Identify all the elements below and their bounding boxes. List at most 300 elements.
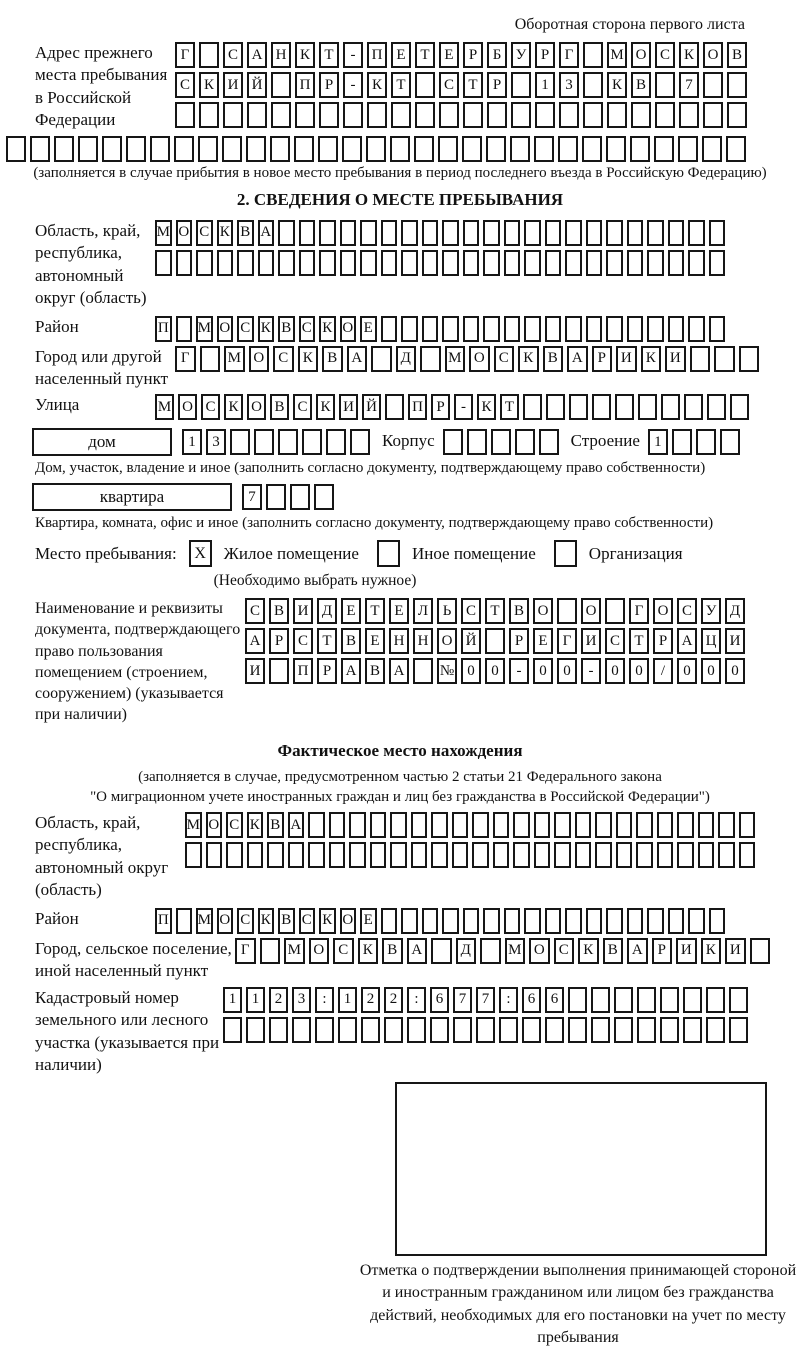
char-box: А: [567, 346, 588, 372]
char-box: [463, 102, 483, 128]
char-box: [683, 1017, 702, 1043]
char-box: [523, 394, 542, 420]
char-box: [637, 987, 656, 1013]
char-box: [247, 102, 267, 128]
actual-city-row: [235, 938, 770, 964]
char-box: В: [727, 42, 747, 68]
prev-address-row-2: [175, 72, 747, 98]
char-box: П: [408, 394, 427, 420]
char-box: С: [439, 72, 459, 98]
char-box: [534, 812, 551, 838]
char-box: [688, 220, 705, 246]
char-box: О: [309, 938, 330, 964]
char-box: [690, 346, 711, 372]
char-box: М: [185, 812, 202, 838]
option-residential-label: Жилое помещение: [223, 543, 359, 563]
char-box: [453, 1017, 472, 1043]
document-row-2: [245, 628, 745, 654]
char-box: [308, 842, 325, 868]
char-box: В: [278, 316, 295, 342]
char-box: [295, 102, 315, 128]
char-box: 0: [557, 658, 577, 684]
char-box: [545, 220, 562, 246]
char-box: С: [175, 72, 195, 98]
region-row-2: [155, 250, 725, 276]
char-box: [366, 136, 386, 162]
char-box: [292, 1017, 311, 1043]
char-box: [174, 136, 194, 162]
char-box: [467, 429, 487, 455]
char-box: [535, 102, 555, 128]
char-box: И: [725, 628, 745, 654]
char-box: [565, 316, 582, 342]
char-box: [545, 908, 562, 934]
char-box: [545, 316, 562, 342]
char-box: Д: [456, 938, 477, 964]
char-box: С: [226, 812, 243, 838]
char-box: [638, 394, 657, 420]
char-box: Й: [247, 72, 267, 98]
char-box: О: [340, 908, 357, 934]
char-box: П: [293, 658, 313, 684]
char-box: [391, 102, 411, 128]
actual-location-title: Фактическое место нахождения: [277, 741, 523, 761]
char-box: [545, 1017, 564, 1043]
char-box: [546, 394, 565, 420]
char-box: [288, 842, 305, 868]
char-box: [534, 136, 554, 162]
house-block: [0, 428, 800, 456]
char-box: [606, 316, 623, 342]
char-box: [709, 908, 726, 934]
char-box: [278, 220, 295, 246]
district-label: Район: [35, 316, 79, 336]
prev-address-row-1: [175, 42, 747, 68]
char-box: [200, 346, 221, 372]
char-box: [595, 812, 612, 838]
char-box: [370, 812, 387, 838]
char-box: [558, 136, 578, 162]
char-box: С: [677, 598, 697, 624]
char-box: [707, 394, 726, 420]
char-box: 0: [533, 658, 553, 684]
char-box: [476, 1017, 495, 1043]
char-box: [727, 72, 747, 98]
char-box: [631, 102, 651, 128]
char-box: [271, 72, 291, 98]
char-box: С: [237, 316, 254, 342]
actual-city-label: Город, сельское поселение, иной населенный пункт: [35, 938, 232, 981]
char-box: [709, 316, 726, 342]
char-box: Р: [652, 938, 673, 964]
char-box: [442, 250, 459, 276]
char-box: [269, 658, 289, 684]
char-box: [568, 1017, 587, 1043]
char-box: [438, 136, 458, 162]
char-box: [126, 136, 146, 162]
char-box: [269, 1017, 288, 1043]
char-box: [668, 220, 685, 246]
apartment-number-row: [242, 484, 334, 510]
char-box: [545, 250, 562, 276]
char-box: К: [518, 346, 539, 372]
char-box: [706, 987, 725, 1013]
char-box: [657, 812, 674, 838]
char-box: [703, 72, 723, 98]
char-box: С: [333, 938, 354, 964]
char-box: С: [494, 346, 515, 372]
prev-address-label: Адрес прежнего места пребывания в Российской Федерации: [35, 43, 168, 130]
char-box: [439, 102, 459, 128]
char-box: [199, 42, 219, 68]
char-box: О: [437, 628, 457, 654]
char-box: [606, 136, 626, 162]
char-box: [739, 346, 760, 372]
char-box: П: [295, 72, 315, 98]
char-box: Р: [487, 72, 507, 98]
char-box: [319, 220, 336, 246]
char-box: 6: [430, 987, 449, 1013]
char-box: [683, 987, 702, 1013]
char-box: [315, 1017, 334, 1043]
char-box: [586, 316, 603, 342]
char-box: [246, 1017, 265, 1043]
char-box: [491, 429, 511, 455]
char-box: [657, 842, 674, 868]
prev-address-row-4: [0, 136, 800, 162]
char-box: В: [267, 812, 284, 838]
char-box: М: [155, 394, 174, 420]
char-box: [343, 102, 363, 128]
char-box: [442, 220, 459, 246]
char-box: [294, 136, 314, 162]
char-box: [206, 842, 223, 868]
char-box: 0: [629, 658, 649, 684]
char-box: А: [347, 346, 368, 372]
char-box: [443, 429, 463, 455]
char-box: [175, 102, 195, 128]
char-box: К: [477, 394, 496, 420]
char-box: [605, 598, 625, 624]
char-box: [308, 812, 325, 838]
char-box: :: [499, 987, 518, 1013]
char-box: В: [631, 72, 651, 98]
prev-address-caption: (заполняется в случае прибытия в новое место пребывания в период последнего въезда в Российскую Федерацию): [33, 164, 767, 181]
char-box: [709, 220, 726, 246]
char-box: Г: [235, 938, 256, 964]
char-box: -: [343, 42, 363, 68]
char-box: Н: [389, 628, 409, 654]
char-box: -: [509, 658, 529, 684]
apartment-type-box: квартира: [32, 483, 232, 511]
char-box: [592, 394, 611, 420]
place-type-note: (Необходимо выбрать нужное): [213, 572, 417, 590]
char-box: Н: [271, 42, 291, 68]
char-box: [254, 429, 274, 455]
char-box: [176, 250, 193, 276]
char-box: [260, 938, 281, 964]
char-box: С: [245, 598, 265, 624]
char-box: Р: [509, 628, 529, 654]
char-box: [510, 136, 530, 162]
street-row: [155, 394, 749, 420]
char-box: 3: [292, 987, 311, 1013]
char-box: [384, 1017, 403, 1043]
char-box: С: [223, 42, 243, 68]
char-box: [720, 429, 740, 455]
char-box: И: [245, 658, 265, 684]
char-box: [586, 220, 603, 246]
city-row: [175, 346, 759, 372]
char-box: Е: [439, 42, 459, 68]
char-box: К: [295, 42, 315, 68]
char-box: [271, 102, 291, 128]
char-box: [54, 136, 74, 162]
char-box: С: [554, 938, 575, 964]
char-box: [329, 842, 346, 868]
checkbox-other-premises: [377, 540, 400, 567]
char-box: И: [665, 346, 686, 372]
char-box: [504, 316, 521, 342]
char-box: [390, 136, 410, 162]
char-box: [349, 842, 366, 868]
cadastre-row-1: [223, 987, 748, 1013]
char-box: [30, 136, 50, 162]
region-row-1: [155, 220, 725, 246]
char-box: [539, 429, 559, 455]
char-box: 1: [223, 987, 242, 1013]
char-box: [385, 394, 404, 420]
char-box: [534, 842, 551, 868]
char-box: 0: [677, 658, 697, 684]
char-box: [684, 394, 703, 420]
char-box: [668, 316, 685, 342]
char-box: [636, 812, 653, 838]
char-box: [371, 346, 392, 372]
char-box: [647, 250, 664, 276]
char-box: [655, 72, 675, 98]
street-label: Улица: [35, 395, 80, 415]
prev-address-row-3: [175, 102, 747, 128]
char-box: [278, 250, 295, 276]
char-box: [522, 1017, 541, 1043]
char-box: [247, 842, 264, 868]
char-box: [319, 102, 339, 128]
char-box: [702, 136, 722, 162]
char-box: [595, 842, 612, 868]
char-box: Р: [463, 42, 483, 68]
actual-district-block: [0, 908, 800, 934]
char-box: В: [543, 346, 564, 372]
char-box: Д: [725, 598, 745, 624]
char-box: Г: [559, 42, 579, 68]
char-box: С: [461, 598, 481, 624]
char-box: [407, 1017, 426, 1043]
char-box: [414, 136, 434, 162]
char-box: [155, 250, 172, 276]
char-box: [230, 429, 250, 455]
char-box: [511, 72, 531, 98]
char-box: [668, 908, 685, 934]
char-box: [176, 316, 193, 342]
char-box: У: [701, 598, 721, 624]
char-box: [463, 250, 480, 276]
char-box: [586, 908, 603, 934]
char-box: А: [677, 628, 697, 654]
char-box: [217, 250, 234, 276]
char-box: 1: [182, 429, 202, 455]
char-box: В: [269, 598, 289, 624]
char-box: [706, 1017, 725, 1043]
char-box: О: [340, 316, 357, 342]
stroenie-row: [648, 429, 740, 455]
char-box: [360, 250, 377, 276]
char-box: [422, 250, 439, 276]
char-box: [739, 842, 756, 868]
char-box: №: [437, 658, 457, 684]
char-box: [237, 250, 254, 276]
char-box: [647, 908, 664, 934]
char-box: М: [196, 316, 213, 342]
char-box: [360, 220, 377, 246]
char-box: -: [581, 658, 601, 684]
char-box: В: [270, 394, 289, 420]
char-box: [267, 842, 284, 868]
char-box: К: [578, 938, 599, 964]
house-caption: Дом, участок, владение и иное (заполнить согласно документу, подтверждающему право собственности): [35, 460, 706, 477]
apartment-block: [0, 483, 800, 511]
char-box: О: [217, 316, 234, 342]
char-box: [515, 429, 535, 455]
char-box: С: [293, 394, 312, 420]
char-box: [654, 136, 674, 162]
char-box: С: [201, 394, 220, 420]
char-box: [616, 842, 633, 868]
char-box: [679, 102, 699, 128]
checkbox-organization: [554, 540, 577, 567]
char-box: -: [343, 72, 363, 98]
char-box: [504, 908, 521, 934]
char-box: Р: [431, 394, 450, 420]
char-box: [314, 484, 334, 510]
district-block: [0, 316, 800, 342]
char-box: П: [367, 42, 387, 68]
char-box: [524, 220, 541, 246]
char-box: К: [319, 316, 336, 342]
char-box: [714, 346, 735, 372]
char-box: [226, 842, 243, 868]
char-box: [660, 1017, 679, 1043]
char-box: [483, 220, 500, 246]
char-box: Р: [319, 72, 339, 98]
char-box: [606, 220, 623, 246]
document-label: Наименование и реквизиты документа, подтверждающего право пользования помещением (строением, сооружением) (указывается при наличии): [35, 600, 241, 723]
char-box: [483, 250, 500, 276]
char-box: [569, 394, 588, 420]
char-box: [729, 1017, 748, 1043]
char-box: Й: [362, 394, 381, 420]
char-box: [730, 394, 749, 420]
char-box: [661, 394, 680, 420]
char-box: О: [631, 42, 651, 68]
char-box: К: [316, 394, 335, 420]
actual-location-caption-2: "О миграционном учете иностранных граждан и лиц без гражданства в Российской Федерации"): [90, 789, 710, 806]
char-box: [422, 908, 439, 934]
char-box: [655, 102, 675, 128]
char-box: [647, 220, 664, 246]
char-box: [246, 136, 266, 162]
char-box: 1: [535, 72, 555, 98]
char-box: 7: [476, 987, 495, 1013]
char-box: [483, 908, 500, 934]
city-block: [0, 346, 800, 391]
char-box: [258, 250, 275, 276]
char-box: [677, 842, 694, 868]
char-box: [729, 987, 748, 1013]
char-box: К: [367, 72, 387, 98]
char-box: К: [258, 316, 275, 342]
char-box: В: [237, 220, 254, 246]
char-box: [290, 484, 310, 510]
char-box: [381, 220, 398, 246]
char-box: [627, 250, 644, 276]
char-box: [637, 1017, 656, 1043]
char-box: [698, 842, 715, 868]
char-box: Д: [317, 598, 337, 624]
char-box: [524, 316, 541, 342]
char-box: О: [703, 42, 723, 68]
char-box: Б: [487, 42, 507, 68]
char-box: [185, 842, 202, 868]
char-box: Е: [391, 42, 411, 68]
char-box: [463, 316, 480, 342]
region-label: Область, край, республика, автономный округ (область): [35, 220, 147, 308]
korpus-label: Корпус: [382, 431, 435, 451]
char-box: О: [529, 938, 550, 964]
char-box: [442, 908, 459, 934]
char-box: [431, 842, 448, 868]
char-box: [431, 812, 448, 838]
char-box: [606, 250, 623, 276]
char-box: [513, 842, 530, 868]
char-box: [367, 102, 387, 128]
char-box: [591, 987, 610, 1013]
char-box: А: [389, 658, 409, 684]
char-box: Т: [391, 72, 411, 98]
char-box: [318, 136, 338, 162]
place-type-block: [0, 540, 800, 567]
char-box: 1: [338, 987, 357, 1013]
char-box: [565, 250, 582, 276]
char-box: [278, 429, 298, 455]
char-box: [462, 136, 482, 162]
char-box: [630, 136, 650, 162]
char-box: [390, 842, 407, 868]
char-box: :: [407, 987, 426, 1013]
char-box: [222, 136, 242, 162]
char-box: Д: [396, 346, 417, 372]
char-box: [636, 842, 653, 868]
char-box: [627, 908, 644, 934]
option-organization-label: Организация: [588, 543, 683, 563]
char-box: Р: [653, 628, 673, 654]
prev-address-block: [0, 42, 800, 132]
char-box: [361, 1017, 380, 1043]
char-box: [452, 842, 469, 868]
char-box: А: [245, 628, 265, 654]
char-box: 0: [485, 658, 505, 684]
char-box: [196, 250, 213, 276]
